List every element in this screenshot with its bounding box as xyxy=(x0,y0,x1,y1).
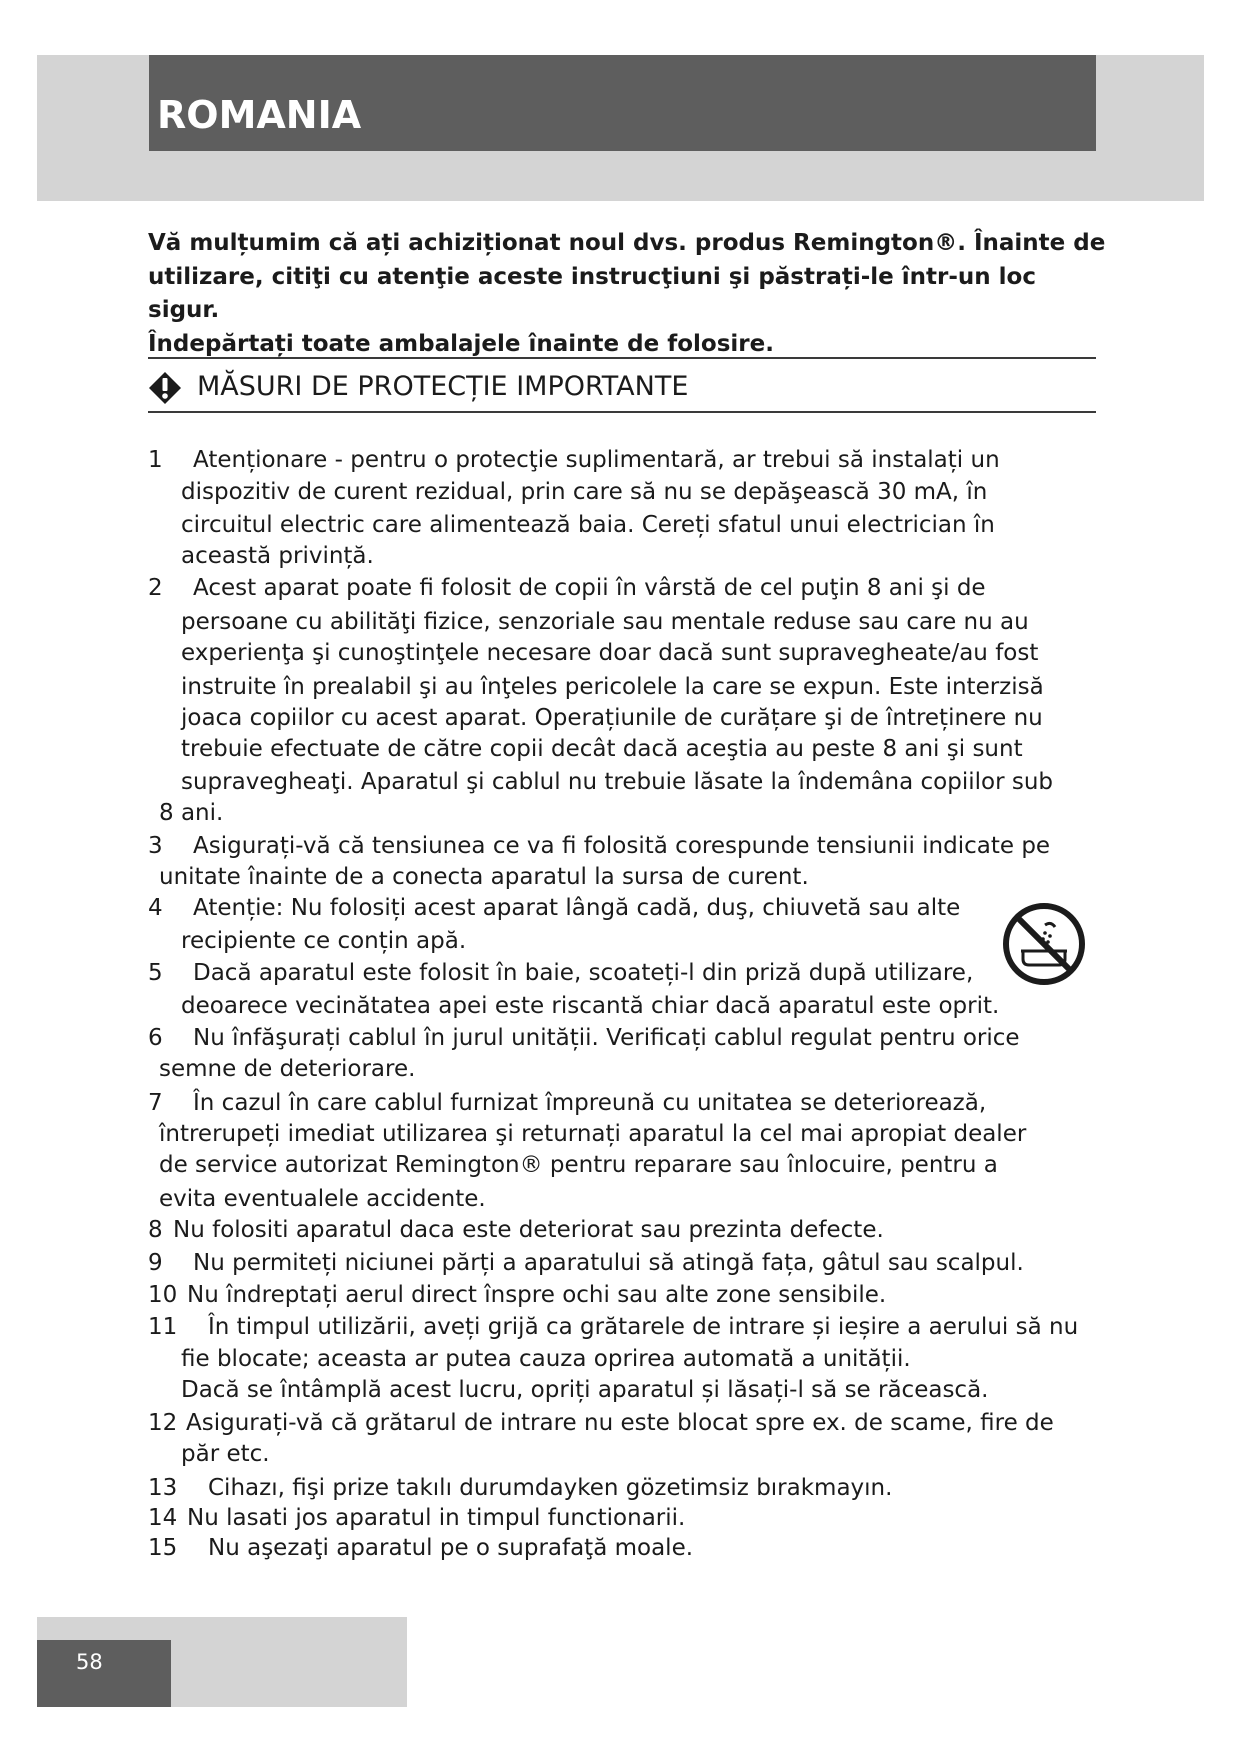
list-item-text: deoarece vecinătatea apei este riscantă chiar dacă aparatul este oprit. xyxy=(181,993,1000,1019)
list-item-number: 15 xyxy=(148,1535,178,1561)
list-item xyxy=(148,1022,1020,1054)
list-item-text: Nu permiteți niciunei părți a aparatului să atingă fața, gâtul sau scalpul. xyxy=(193,1250,1024,1276)
list-item-text: Nu lasati jos aparatul in timpul functionarii. xyxy=(187,1505,686,1531)
list-item-number: 1 xyxy=(148,447,163,473)
list-item xyxy=(148,572,986,604)
page-number: 58 xyxy=(76,1650,103,1674)
list-item-text: recipiente ce conțin apă. xyxy=(181,928,467,954)
list-item-text: semne de deteriorare. xyxy=(159,1056,416,1082)
list-item-text: Atenție: Nu folosiți acest aparat lângă cadă, duş, chiuvetă sau alte xyxy=(193,895,961,921)
list-item-text: Asigurați-vă că tensiunea ce va fi folosită corespunde tensiunii indicate pe xyxy=(193,833,1051,859)
list-item xyxy=(148,1472,892,1504)
intro-line: Vă mulțumim că ați achiziționat noul dvs. produs Remington®. Înainte de xyxy=(148,230,1106,256)
intro-line: Îndepărtați toate ambalajele înainte de folosire. xyxy=(148,330,774,357)
list-item-number: 4 xyxy=(148,895,163,921)
intro-paragraph xyxy=(148,227,1108,361)
intro-line: utilizare, citiţi cu atenţie aceste instrucţiuni şi păstrați-le într-un loc sigur. xyxy=(148,263,1036,323)
list-item-text: de service autorizat Remington® pentru reparare sau înlocuire, pentru a xyxy=(159,1152,998,1178)
list-item-text: întrerupeți imediat utilizarea şi returnați aparatul la cel mai apropiat dealer xyxy=(159,1121,1027,1147)
list-item-number: 11 xyxy=(148,1314,178,1340)
list-item xyxy=(148,1247,1024,1279)
list-item-number: 12 xyxy=(148,1410,178,1436)
list-item-text: Asigurați-vă că grătarul de intrare nu este blocat spre ex. de scame, fire de xyxy=(186,1410,1054,1436)
list-item-text: Dacă se întâmplă acest lucru, opriți aparatul și lăsați-l să se răcească. xyxy=(181,1377,989,1403)
warning-icon xyxy=(148,371,182,405)
list-item xyxy=(148,1087,986,1119)
list-item-text: această privință. xyxy=(181,543,374,569)
list-item xyxy=(148,957,973,989)
list-item-text: evita eventualele accidente. xyxy=(159,1186,486,1212)
list-item-text: În timpul utilizării, aveți grijă ca grătarele de intrare și ieșire a aerului să nu xyxy=(208,1314,1079,1340)
list-item-text: Nu aşezaţi aparatul pe o suprafaţă moale. xyxy=(208,1535,694,1561)
list-item-number: 14 xyxy=(148,1505,178,1531)
no-water-bath-icon xyxy=(1001,901,1087,987)
list-item-text: Acest aparat poate fi folosit de copii în vârstă de cel puţin 8 ani şi de xyxy=(193,575,986,601)
list-item-text: instruite în prealabil şi au înţeles pericolele la care se expun. Este interzisă xyxy=(181,674,1044,700)
list-item-text: trebuie efectuate de către copii decât dacă aceştia au peste 8 ani şi sunt xyxy=(181,736,1023,762)
section-divider-top xyxy=(148,357,1096,359)
list-item-number: 13 xyxy=(148,1475,178,1501)
list-item-text: Nu îndreptați aerul direct înspre ochi sau alte zone sensibile. xyxy=(187,1282,887,1308)
list-item xyxy=(148,1311,1078,1343)
list-item xyxy=(148,1532,693,1564)
list-item-number: 6 xyxy=(148,1025,163,1051)
list-item-number: 5 xyxy=(148,960,163,986)
page-number-box xyxy=(37,1640,171,1707)
list-item-number: 2 xyxy=(148,575,163,601)
list-item-text: Atenționare - pentru o protecţie suplimentară, ar trebui să instalați un xyxy=(193,447,1000,473)
list-item-text: persoane cu abilităţi fizice, senzoriale sau mentale reduse sau care nu au xyxy=(181,609,1029,635)
list-item-number: 3 xyxy=(148,833,163,859)
page-title: ROMANIA xyxy=(157,93,362,137)
list-item xyxy=(148,892,960,924)
list-item-text: Nu folositi aparatul daca este deteriorat sau prezinta defecte. xyxy=(173,1217,884,1243)
list-item-number: 7 xyxy=(148,1090,163,1116)
list-item-text: Dacă aparatul este folosit în baie, scoateți-l din priză după utilizare, xyxy=(193,960,974,986)
list-item-text: 8 ani. xyxy=(159,800,224,826)
list-item-number: 9 xyxy=(148,1250,163,1276)
list-item-text: fie blocate; aceasta ar putea cauza oprirea automată a unității. xyxy=(181,1346,911,1372)
list-item xyxy=(148,444,1000,476)
list-item-text: Nu înfăşurați cablul în jurul unității. Verificați cablul regulat pentru orice xyxy=(193,1025,1020,1051)
list-item-text: circuitul electric care alimentează baia. Cereți sfatul unui electrician în xyxy=(181,512,995,538)
section-heading: MĂSURI DE PROTECȚIE IMPORTANTE xyxy=(197,371,689,402)
list-item-text: unitate înainte de a conecta aparatul la sursa de curent. xyxy=(159,864,809,890)
list-item-text: În cazul în care cablul furnizat împreună cu unitatea se deteriorează, xyxy=(193,1090,987,1116)
list-item-number: 8 xyxy=(148,1217,163,1243)
section-divider-bottom xyxy=(148,411,1096,413)
list-item-text: joaca copiilor cu acest aparat. Operațiunile de curățare şi de întreținere nu xyxy=(181,705,1043,731)
list-item-text: dispozitiv de curent rezidual, prin care să nu se depăşească 30 mA, în xyxy=(181,479,988,505)
list-item-text: păr etc. xyxy=(181,1441,270,1467)
list-item xyxy=(148,1502,685,1534)
list-item xyxy=(148,1407,1054,1439)
list-item-number: 10 xyxy=(148,1282,178,1308)
list-item-text: experienţa şi cunoştinţele necesare doar dacă sunt supravegheate/au fost xyxy=(181,640,1039,666)
list-item-text: Cihazı, fişi prize takılı durumdayken gözetimsiz bırakmayın. xyxy=(208,1475,893,1501)
list-item xyxy=(148,1214,884,1246)
list-item-text: supravegheaţi. Aparatul şi cablul nu trebuie lăsate la îndemâna copiilor sub xyxy=(181,769,1054,795)
list-item xyxy=(148,830,1050,862)
list-item xyxy=(148,1279,886,1311)
